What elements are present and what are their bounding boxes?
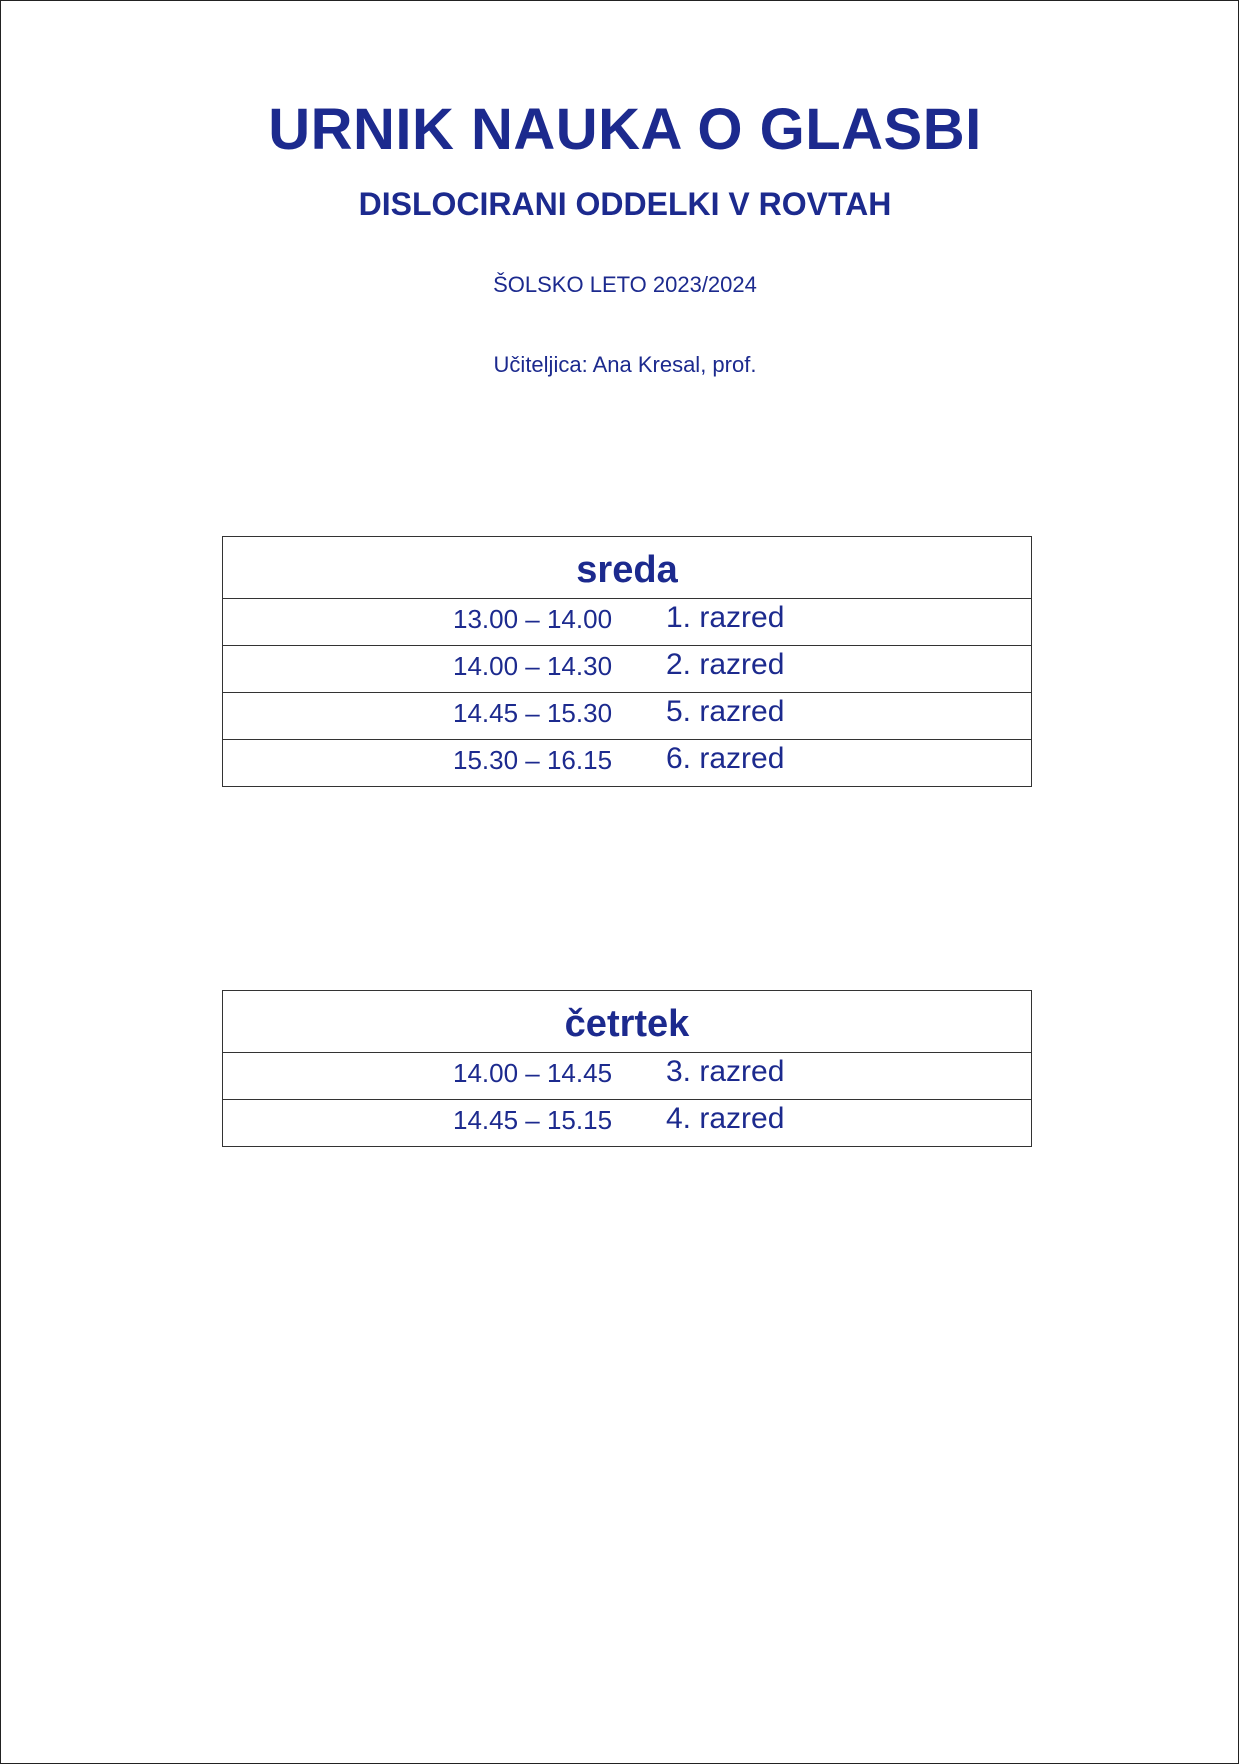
day-heading: sreda — [223, 537, 1031, 599]
schedule-row — [223, 599, 1031, 646]
schedule-row — [223, 1053, 1031, 1100]
grade-label: 5. razred — [666, 695, 785, 728]
time-slot: 14.45 – 15.30 — [453, 698, 613, 728]
schedule-row — [223, 646, 1031, 693]
time-slot: 14.00 – 14.30 — [453, 651, 613, 681]
page-subtitle: DISLOCIRANI ODDELKI V ROVTAH — [358, 186, 892, 222]
teacher-name: Učiteljica: Ana Kresal, prof. — [493, 352, 757, 377]
page-title: URNIK NAUKA O GLASBI — [268, 97, 982, 162]
grade-label: 1. razred — [666, 601, 785, 634]
grade-label: 3. razred — [666, 1055, 785, 1088]
school-year: ŠOLSKO LETO 2023/2024 — [493, 272, 757, 297]
grade-label: 6. razred — [666, 742, 785, 775]
schedule-table-thursday — [222, 990, 1032, 1147]
time-slot: 15.30 – 16.15 — [453, 745, 613, 775]
time-slot: 13.00 – 14.00 — [453, 604, 613, 634]
day-heading: četrtek — [223, 991, 1031, 1053]
schedule-row — [223, 693, 1031, 740]
schedule-table-wednesday — [222, 536, 1032, 787]
grade-label: 4. razred — [666, 1102, 785, 1135]
schedule-row — [223, 1100, 1031, 1146]
time-slot: 14.45 – 15.15 — [453, 1105, 613, 1135]
grade-label: 2. razred — [666, 648, 785, 681]
schedule-row — [223, 740, 1031, 786]
time-slot: 14.00 – 14.45 — [453, 1058, 613, 1088]
